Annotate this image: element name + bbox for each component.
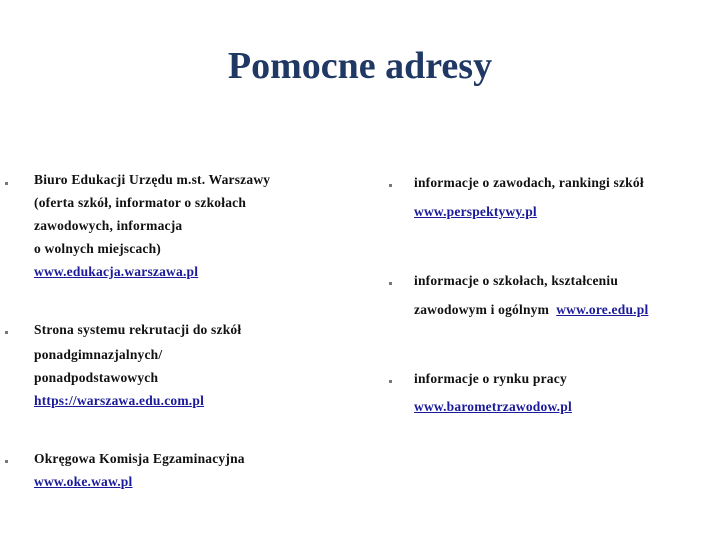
item-text: informacje o zawodach, rankingi szkół (414, 175, 644, 190)
item-text-part: zawodowym i ogólnym (414, 302, 550, 317)
bullet-icon (5, 331, 8, 334)
bullet-icon (389, 184, 392, 187)
item-text: Strona systemu rekrutacji do szkół (34, 322, 242, 337)
bullet-icon (389, 380, 392, 383)
item-text: informacje o szkołach, kształceniu (414, 273, 619, 288)
bullet-icon (5, 182, 8, 185)
slide-title: Pomocne adresy (227, 45, 493, 87)
link-perspektywy[interactable]: www.perspektywy.pl (414, 204, 537, 219)
item-text: Okręgowa Komisja Egzaminacyjna (34, 451, 245, 466)
item-text: (oferta szkół, informator o szkołach (34, 195, 247, 210)
item-text: o wolnych miejscach) (34, 241, 161, 256)
item-text: ponadpodstawowych (34, 370, 159, 385)
link-ore[interactable]: www.ore.edu.pl (556, 302, 649, 317)
item-text: ponadgimnazjalnych/ (34, 347, 163, 362)
link-oke[interactable]: www.oke.waw.pl (34, 474, 133, 489)
item-text: Biuro Edukacji Urzędu m.st. Warszawy (34, 172, 271, 187)
link-warszawa-edu[interactable]: https://warszawa.edu.com.pl (34, 393, 205, 408)
link-barometrzawodow[interactable]: www.barometrzawodow.pl (414, 399, 572, 414)
bullet-icon (389, 282, 392, 285)
item-text (414, 301, 648, 319)
bullet-icon (5, 460, 8, 463)
link-edukacja-warszawa[interactable]: www.edukacja.warszawa.pl (34, 264, 199, 279)
item-text: informacje o rynku pracy (414, 371, 567, 386)
item-text: zawodowych, informacja (34, 218, 183, 233)
